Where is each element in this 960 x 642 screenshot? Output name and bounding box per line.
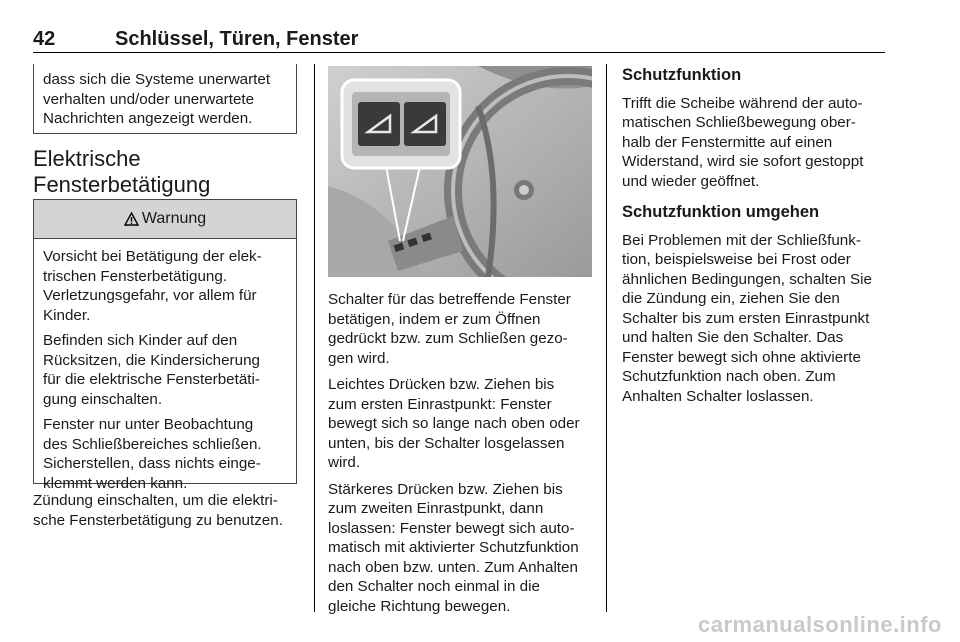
column-3-text [622,66,894,413]
page-header [33,22,885,53]
page-number: 42 [33,28,56,50]
text-line: dass sich die Systeme unerwartet [43,71,271,88]
warning-header [34,200,296,239]
window-switch-illustration [328,66,592,277]
page-title: Schlüssel, Türen, Fenster [115,28,359,50]
section-title: Elektrische Fensterbetätigung [33,146,211,197]
paragraph: Trifft die Scheibe während der auto- matischen Schließbewegung ober- halb der Fenstermitte auf einen Widerstand, wird sie sofort gestoppt und wieder geöffnet. [622,94,864,190]
warning-box [33,199,297,492]
continued-note-box [33,64,297,134]
text-line: Nachrichten angezeigt werden. [43,110,253,127]
watermark: carmanualsonline.info [698,612,942,637]
column-2-text [328,290,600,623]
warning-body [34,239,296,493]
paragraph: Leichtes Drücken bzw. Ziehen bis zum ersten Einrastpunkt: Fenster bewegt sich so lange nach oben oder unten, bis der Schalter losgelassen wird. [328,376,580,471]
paragraph: Stärkeres Drücken bzw. Ziehen bis zum zweiten Einrastpunkt, dann loslassen: Fenster bewegt sich auto- matisch mit aktivierter Schutzfunktion nach oben bzw. unten. Zum Anhalten den Schalter noch einmal in die gleiche Richtung bewegen. [328,480,579,615]
text-line: verhalten und/oder unerwartete [43,90,255,108]
subheading: Schutzfunktion umgehen [622,203,820,221]
warning-title: Warnung [141,210,207,227]
paragraph: Bei Problemen mit der Schließfunk- tion, beispielsweise bei Frost oder ähnlichen Bedingungen, schalten Sie die Zündung ein, ziehen Sie den Schalter bis zum ersten Einrastpunkt und halten Sie den Schalter. Das Fenster bewegt sich ohne aktivierte Schutzfunktion nach oben. Zum Anhalten Schalter loslassen. [622,231,872,405]
column-divider-left [314,64,315,612]
column-divider-right [606,64,607,612]
warning-paragraph: Vorsicht bei Betätigung der elek- trischen Fensterbetätigung. Verletzungsgefahr, vor allem für Kinder. [43,248,262,324]
door-panel-drawing [328,66,592,277]
subheading: Schutzfunktion [622,66,742,84]
warning-paragraph: Fenster nur unter Beobachtung des Schließbereiches schließen. Sicherstellen, dass nichts einge- klemmt werden kann. [43,416,262,492]
warning-paragraph: Befinden sich Kinder auf den Rücksitzen, die Kindersicherung für die elektrische Fensterbetäti- gung einschalten. [43,332,260,408]
warning-triangle-icon [124,212,139,226]
outro-paragraph: Zündung einschalten, um die elektri- sche Fensterbetätigung zu benutzen. [33,492,283,529]
paragraph: Schalter für das betreffende Fenster betätigen, indem er zum Öffnen gedrückt bzw. zum Schließen gezo- gen wird. [328,291,571,367]
